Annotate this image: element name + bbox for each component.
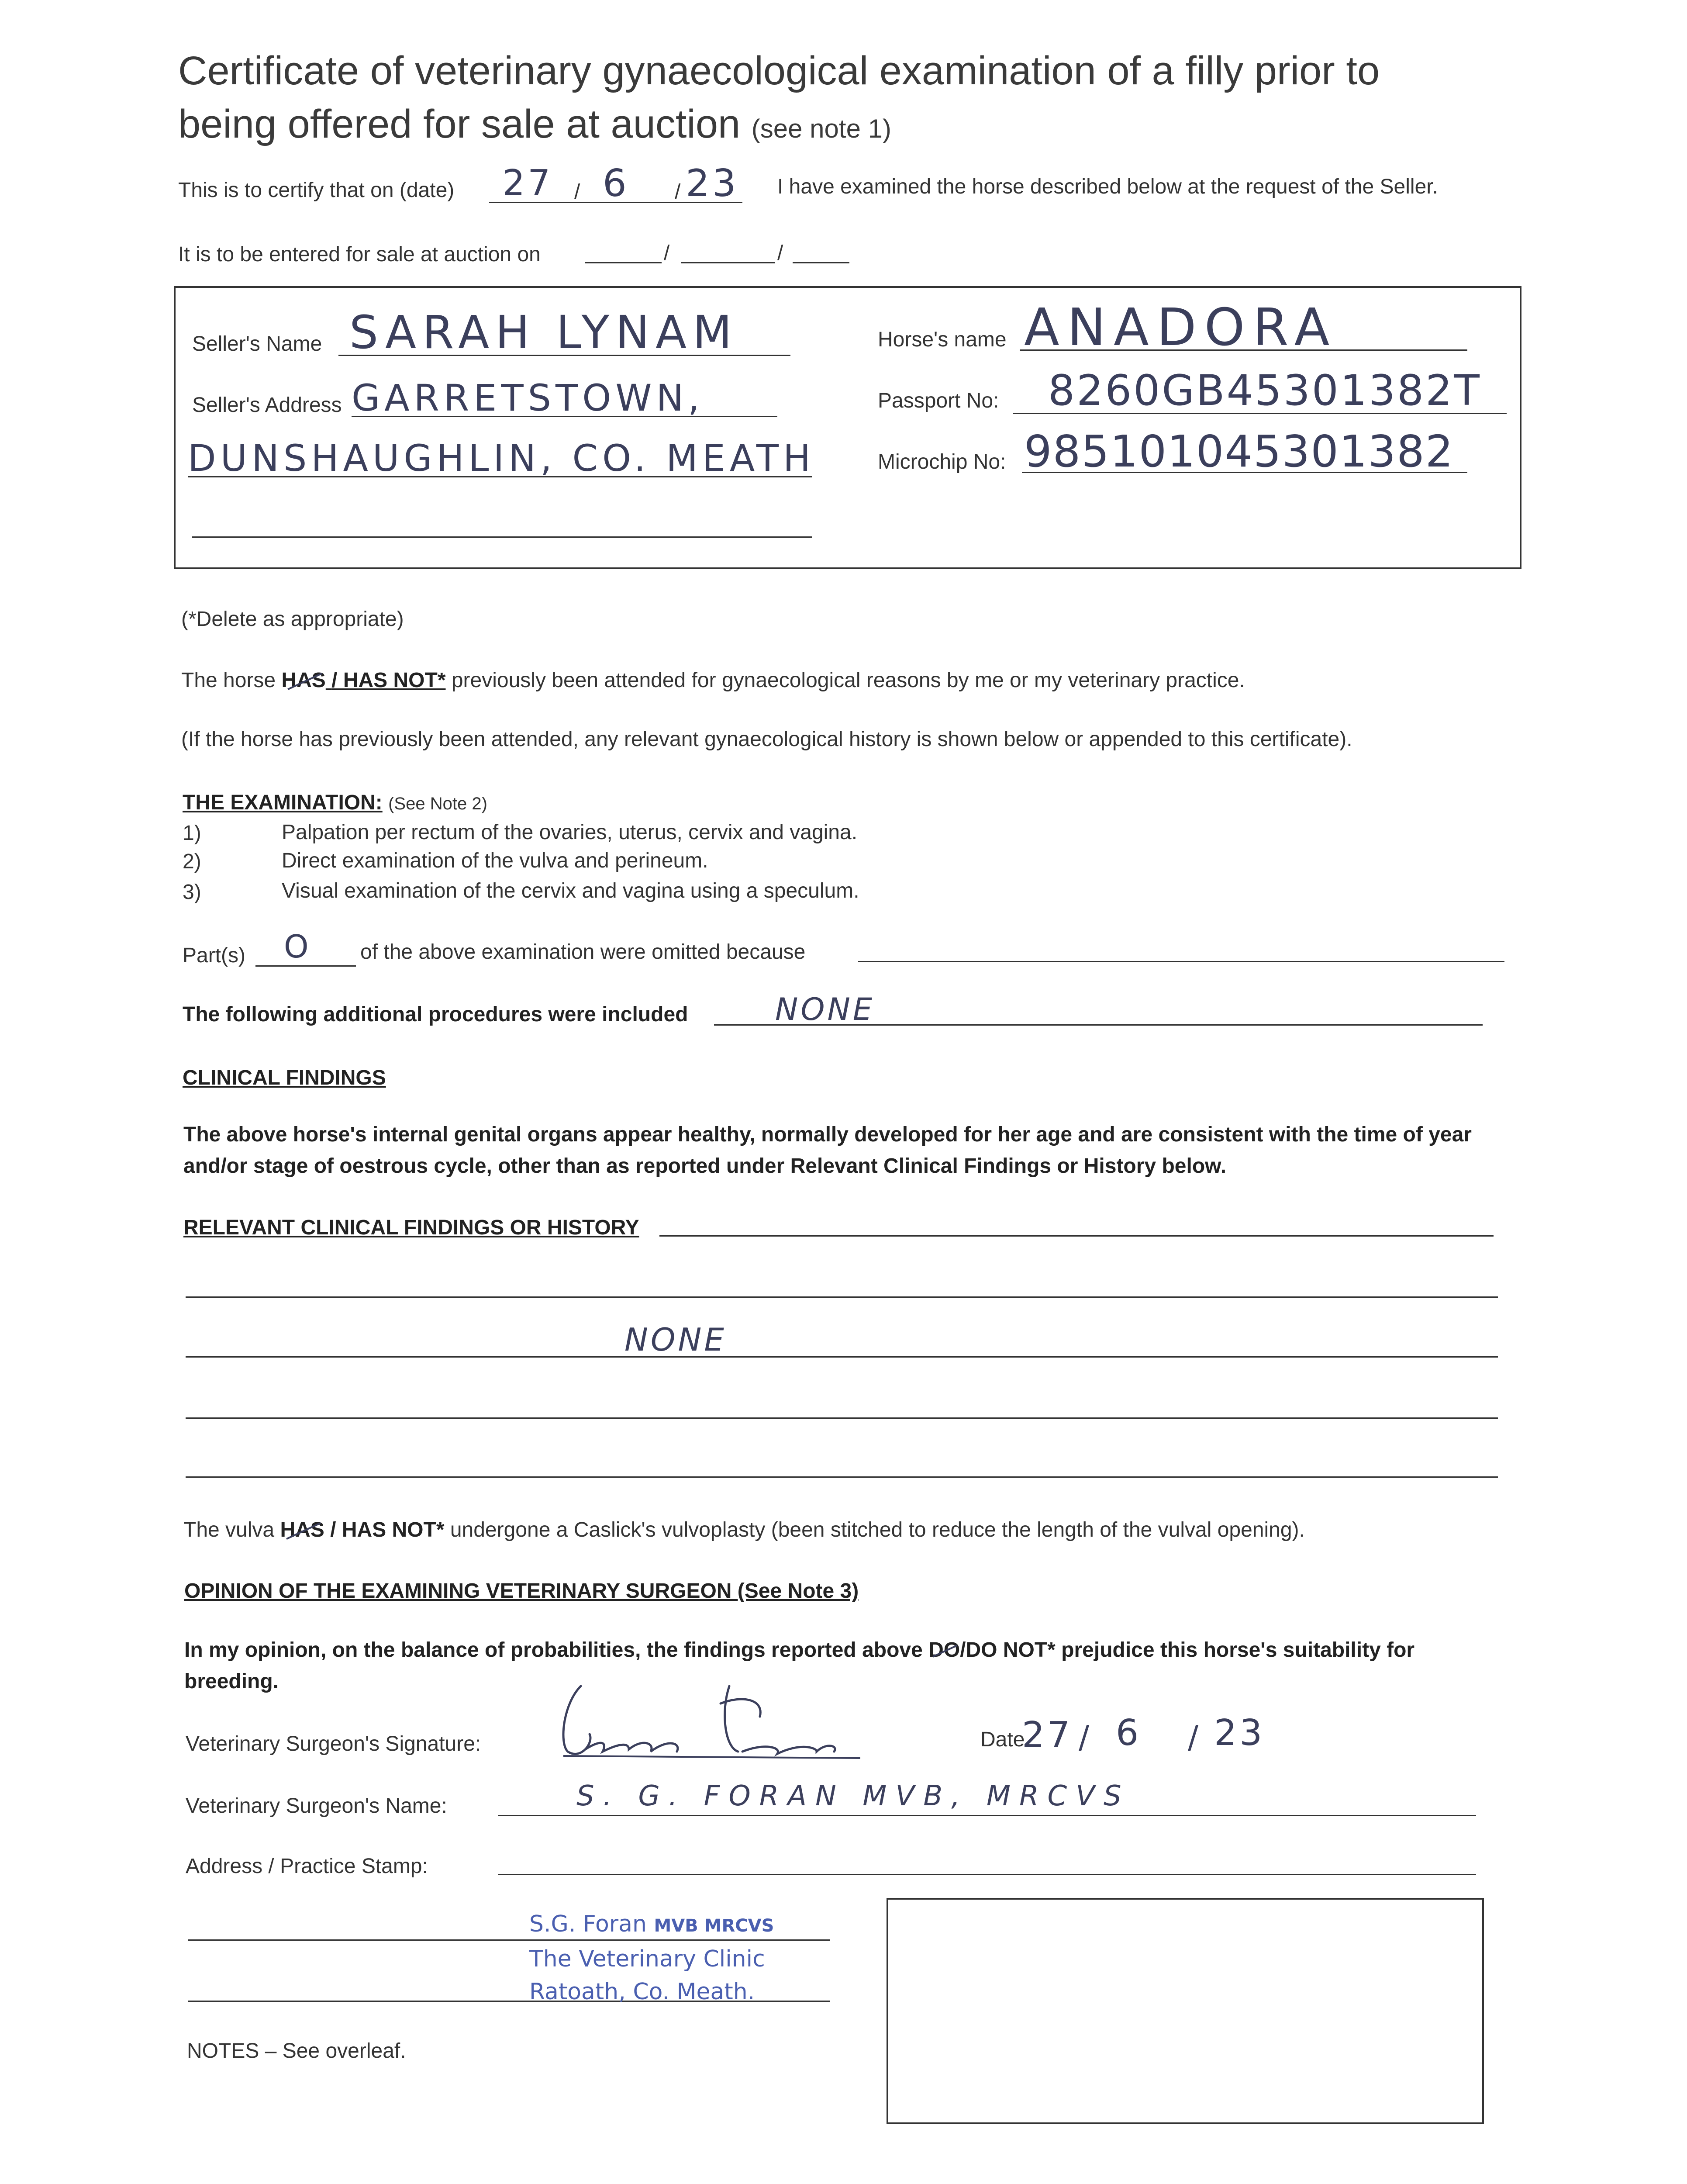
stamp-qualifications: MVB MRCVS [654,1916,774,1936]
examination-item-num: 3) [183,881,201,904]
seller-address-label: Seller's Address [192,394,342,417]
auction-sep-1: / [664,242,670,265]
vulva-prefix: The vulva [183,1518,275,1541]
vulva-suffix: undergone a Caslick's vulvoplasty (been stitched to reduce the length of the vulval opening). [450,1518,1305,1541]
practice-stamp-line3: Ratoath, Co. Meath. [529,1979,755,2005]
additional-label: The following additional procedures were included [183,1003,688,1026]
date-slash-1: / [574,180,580,204]
microchip-value[interactable]: 985101045301382 [1024,426,1454,477]
signature-label: Veterinary Surgeon's Signature: [186,1732,481,1755]
date-label: Date [980,1728,1025,1751]
auction-sep-2: / [777,242,783,265]
examination-item-text: Visual examination of the cervix and vagina using a speculum. [282,879,859,902]
surgeon-name-value[interactable]: S. G. FORAN MVB, MRCVS [576,1780,1130,1812]
horse-name-label: Horse's name [878,328,1007,351]
relevant-line-3[interactable] [186,1417,1498,1419]
clinical-line1: The above horse's internal genital organs appear healthy, normally developed for her age and are consistent with the time of year [183,1123,1472,1146]
additional-value[interactable]: NONE [775,992,875,1027]
auction-year-line[interactable] [793,262,849,263]
notes-overleaf: NOTES – See overleaf. [187,2039,406,2063]
examination-heading [183,791,487,815]
clinical-heading: CLINICAL FINDINGS [183,1066,386,1089]
opinion-line2: breeding. [184,1670,279,1693]
vulva-has-struck: HAS [280,1518,324,1541]
seller-address-value-line1[interactable]: GARRETSTOWN, [352,377,704,419]
certify-suffix: I have examined the horse described below at the request of the Seller. [777,175,1438,198]
attended-has-not: / HAS NOT* [331,669,446,692]
examination-item-num: 1) [183,822,201,845]
passport-label: Passport No: [878,389,999,412]
seller-name-value[interactable]: SARAH LYNAM [349,306,738,359]
opinion-line1 [184,1638,1414,1662]
history-note: (If the horse has previously been attended, any relevant gynaecological history is shown below or appended to this certificate). [181,728,1352,751]
relevant-heading: RELEVANT CLINICAL FINDINGS OR HISTORY [183,1216,639,1239]
certify-month-value[interactable]: 6 [603,162,629,205]
title-line2-text: being offered for sale at auction [178,102,741,146]
attended-has-struck: HAS [281,669,326,692]
relevant-line-4[interactable] [186,1476,1498,1478]
auction-text: It is to be entered for sale at auction on [178,243,541,266]
certificate-title-line1: Certificate of veterinary gynaecological examination of a filly prior to [178,48,1380,93]
omitted-parts-value[interactable]: O [284,928,311,965]
omitted-suffix: of the above examination were omitted because [360,940,806,964]
address-line-1[interactable] [188,1939,830,1941]
auction-month-line[interactable] [681,262,775,263]
certificate-title-line2 [178,97,891,156]
surgeon-date-year[interactable]: 23 [1214,1712,1265,1754]
relevant-value[interactable]: NONE [624,1321,727,1358]
examination-item-num: 2) [183,850,201,873]
seller-address-value-line2[interactable]: DUNSHAUGHLIN, CO. MEATH [188,437,815,480]
clinical-line2: and/or stage of oestrous cycle, other than as reported under Relevant Clinical Findings or History below. [183,1154,1227,1178]
date-slash-2: / [675,180,681,204]
vulva-line [183,1518,1305,1542]
seller-address-line3[interactable] [192,536,812,538]
title-note: (see note 1) [751,114,891,143]
opinion-line1-a: In my opinion, on the balance of probabilities, the findings reported above [184,1638,923,1662]
certify-day-value[interactable]: 27 [502,162,553,204]
opinion-heading: OPINION OF THE EXAMINING VETERINARY SURGEON (See Note 3) [184,1579,859,1603]
relevant-line-0[interactable] [659,1235,1494,1237]
address-stamp-label: Address / Practice Stamp: [186,1855,428,1878]
practice-stamp-line1 [529,1911,774,1937]
examination-heading-text: THE EXAMINATION: [183,791,383,814]
surgeon-name-label: Veterinary Surgeon's Name: [186,1794,447,1818]
surgeon-date-slash-1: / [1079,1719,1092,1755]
attended-line [181,668,1245,692]
certify-prefix: This is to certify that on (date) [178,179,455,202]
horse-name-value[interactable]: ANADORA [1024,297,1338,357]
auction-day-line[interactable] [585,262,662,263]
certify-year-value[interactable]: 23 [686,162,739,205]
relevant-line-2[interactable] [186,1356,1498,1358]
attended-suffix: previously been attended for gynaecological reasons by me or my veterinary practice. [451,669,1245,692]
vulva-has-not: / HAS NOT* [330,1518,445,1541]
vulva-choice[interactable] [280,1518,444,1541]
address-stamp-line[interactable] [498,1874,1476,1875]
attended-choice[interactable] [281,669,445,692]
surgeon-date-slash-2: / [1188,1719,1201,1755]
examination-heading-note: (See Note 2) [388,794,487,813]
surgeon-name-line [498,1815,1476,1816]
passport-value[interactable]: 8260GB45301382T [1048,366,1481,415]
seller-name-label: Seller's Name [192,332,322,356]
examination-item-text: Direct examination of the vulva and perineum. [282,849,708,872]
relevant-line-1[interactable] [186,1296,1498,1298]
stamp-name: S.G. Foran [529,1911,647,1937]
practice-stamp-line2: The Veterinary Clinic [529,1946,765,1972]
opinion-line1-b: /DO NOT* prejudice this horse's suitability for [960,1638,1415,1662]
attended-prefix: The horse [181,669,276,692]
delete-note: (*Delete as appropriate) [181,608,404,631]
opinion-do-struck[interactable]: DO [928,1638,960,1662]
signature-image[interactable] [555,1677,887,1769]
microchip-label: Microchip No: [878,450,1006,473]
practice-stamp-box[interactable] [887,1898,1484,2124]
surgeon-date-day[interactable]: 27 [1022,1714,1073,1756]
omitted-parts-line [255,965,356,967]
omitted-reason-line[interactable] [858,961,1504,962]
surgeon-date-month[interactable]: 6 [1116,1712,1142,1754]
examination-item-text: Palpation per rectum of the ovaries, uterus, cervix and vagina. [282,821,858,844]
omitted-prefix: Part(s) [183,944,245,967]
